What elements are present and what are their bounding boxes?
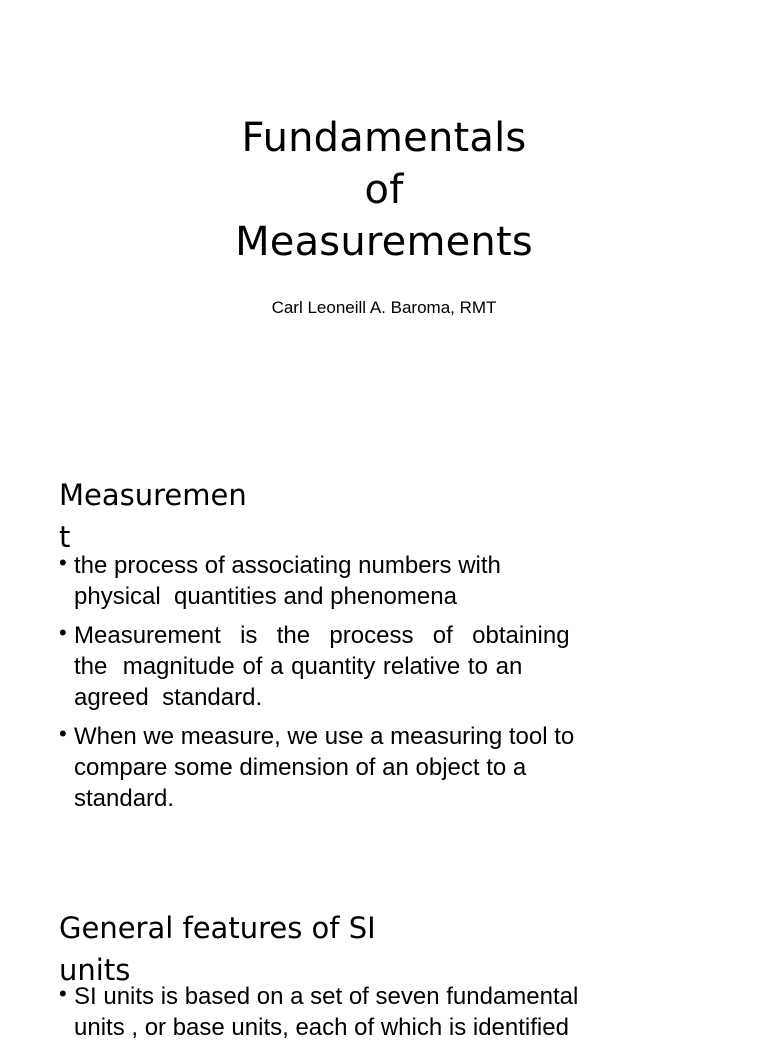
title-line: of: [364, 167, 404, 213]
presentation-title: [0, 112, 768, 268]
bullet-icon: •: [59, 550, 67, 575]
bullet-list: [59, 981, 639, 1051]
bullet-line: When we measure, we use a measuring tool to: [74, 723, 575, 750]
bullet-text: [74, 721, 639, 814]
author-subtitle: Carl Leoneill A. Baroma, RMT: [271, 298, 497, 317]
bullet-line: SI units is based on a set of seven fundamental: [74, 983, 579, 1010]
slide-heading: [59, 907, 376, 991]
bullet-line: the magnitude of a quantity relative to an: [74, 653, 523, 680]
title-line: Measurements: [235, 219, 533, 265]
bullet-text: [74, 550, 639, 612]
bullet-icon: •: [59, 620, 67, 645]
bullet-line: the process of associating numbers with: [74, 552, 501, 579]
bullet-line: agreed standard.: [74, 684, 263, 711]
bullet-item: [59, 721, 639, 814]
bullet-icon: •: [59, 721, 67, 746]
title-slide: [0, 0, 768, 430]
bullet-text: [74, 620, 639, 713]
bullet-list: [59, 550, 639, 822]
heading-line: units: [59, 953, 131, 987]
bullet-item: [59, 981, 639, 1043]
bullet-line: standard.: [74, 785, 175, 812]
bullet-icon: •: [59, 981, 67, 1006]
bullet-item: [59, 620, 639, 713]
bullet-item: [59, 550, 639, 612]
si-units-slide: [0, 860, 768, 1041]
heading-line: t: [59, 520, 71, 554]
heading-line: Measuremen: [59, 478, 247, 512]
measurement-slide: [0, 430, 768, 860]
bullet-line: physical quantities and phenomena: [74, 583, 457, 610]
bullet-line: Measurement is the process of obtaining: [74, 622, 570, 649]
bullet-text: [74, 981, 639, 1043]
heading-line: General features of SI: [59, 911, 376, 945]
bullet-line: units , or base units, each of which is identified: [74, 1014, 569, 1041]
title-line: Fundamentals: [241, 115, 527, 161]
bullet-line: compare some dimension of an object to a: [74, 754, 527, 781]
slide-heading: [59, 474, 247, 558]
